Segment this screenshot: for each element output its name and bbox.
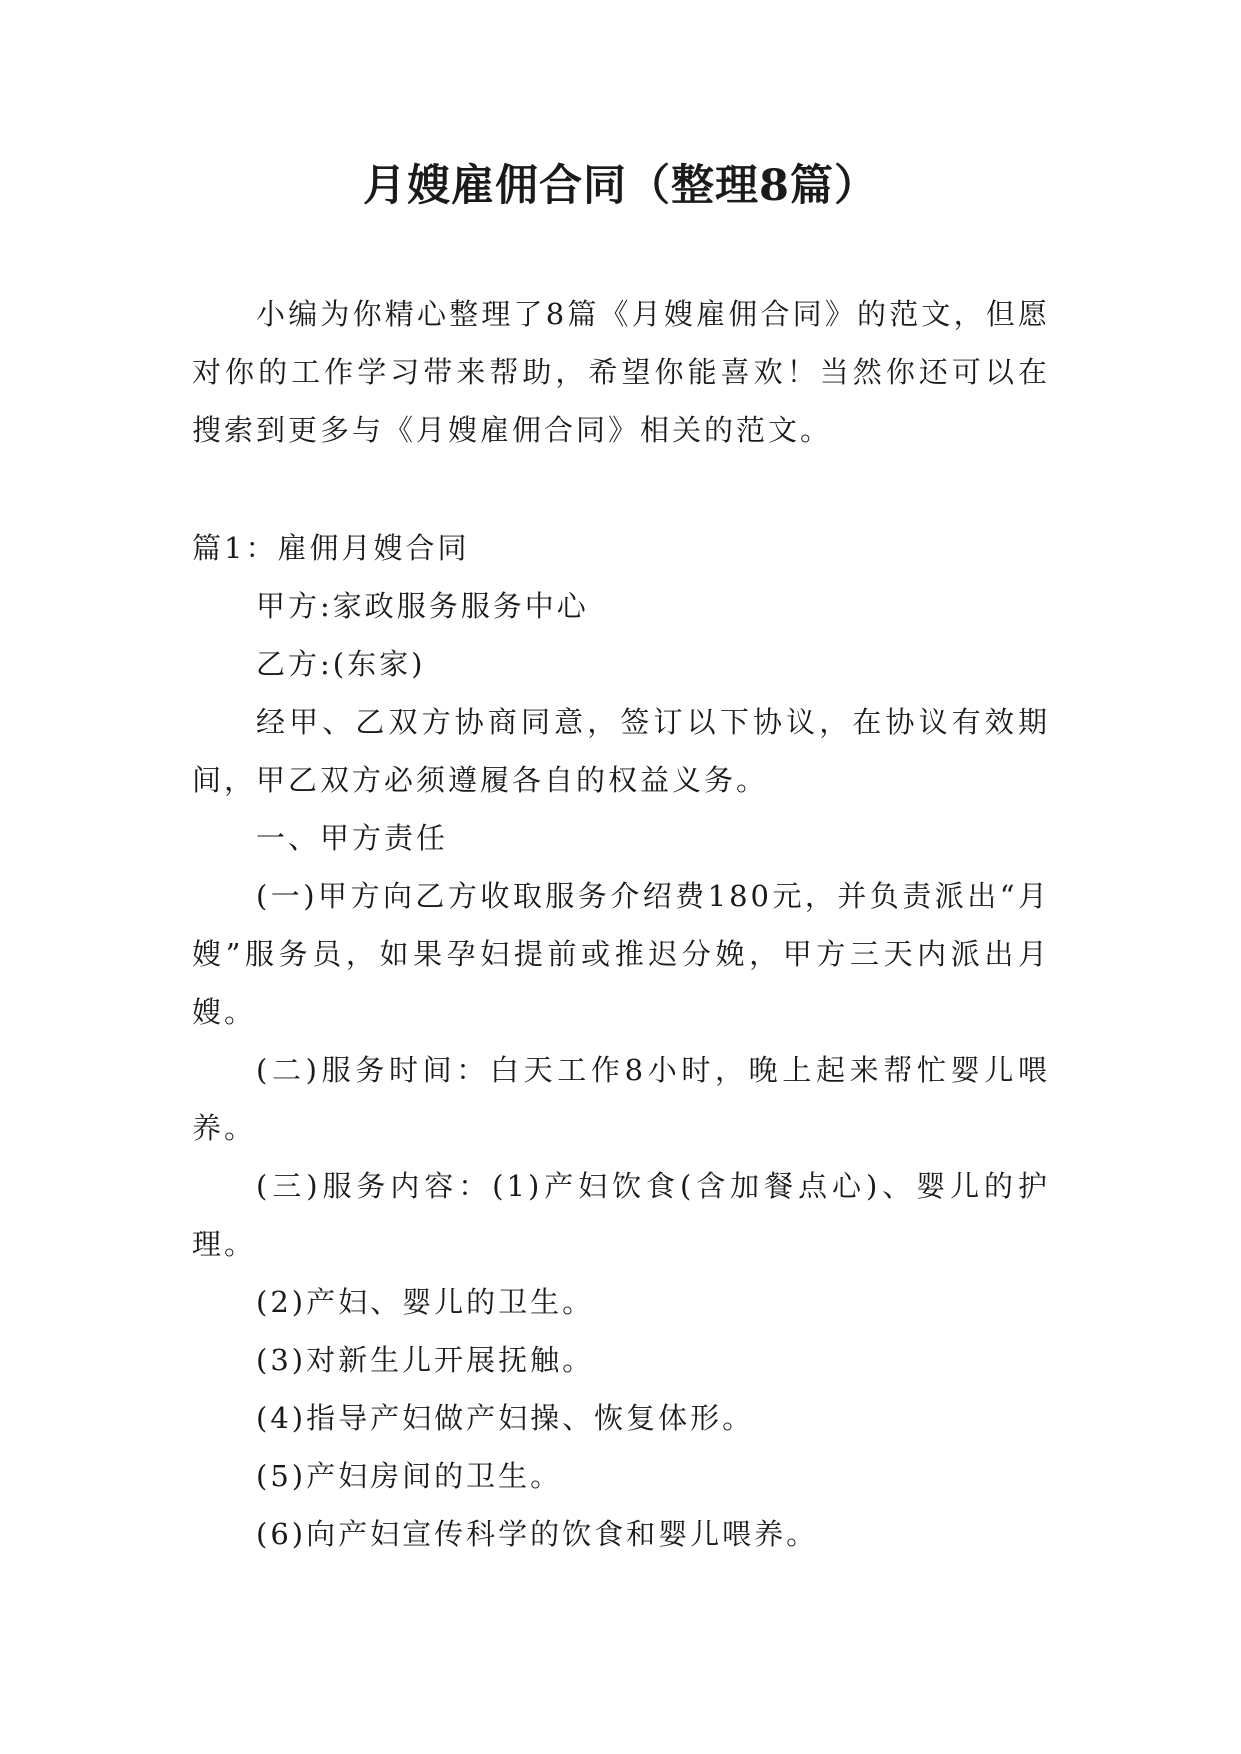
service-item: (4)指导产妇做产妇操、恢复体形。: [256, 1401, 755, 1435]
clause-item: (三)服务内容：(1)产妇饮食(含加餐点心)、婴儿的护理。: [192, 1169, 1050, 1261]
service-item: (5)产妇房间的卫生。: [256, 1459, 563, 1493]
intro-paragraph: 小编为你精心整理了8篇《月嫂雇佣合同》的范文，但愿对你的工作学习带来帮助，希望你能喜欢！当然你还可以在搜索到更多与《月嫂雇佣合同》相关的范文。: [192, 297, 1050, 447]
service-item: (3)对新生儿开展抚触。: [256, 1343, 595, 1377]
service-item: (6)向产妇宣传科学的饮食和婴儿喂养。: [256, 1517, 819, 1551]
service-item: (2)产妇、婴儿的卫生。: [256, 1285, 595, 1319]
clause-item: (一)甲方向乙方收取服务介绍费180元，并负责派出“月嫂”服务员，如果孕妇提前或推迟分娩，甲方三天内派出月嫂。: [192, 879, 1050, 1029]
agreement-paragraph: 经甲、乙双方协商同意，签订以下协议，在协议有效期间，甲乙双方必须遵履各自的权益义务。: [192, 705, 1050, 797]
clause-heading: 一、甲方责任: [256, 821, 449, 855]
document-title: 月嫂雇佣合同（整理8篇）: [363, 161, 878, 211]
section-heading: 篇1：雇佣月嫂合同: [192, 531, 470, 565]
section-1: [192, 519, 1050, 1563]
clause-item: (二)服务时间：白天工作8小时，晚上起来帮忙婴儿喂养。: [192, 1053, 1050, 1145]
party-b-line: 乙方:(东家): [256, 647, 426, 681]
party-a-line: 甲方:家政服务服务中心: [256, 589, 589, 623]
